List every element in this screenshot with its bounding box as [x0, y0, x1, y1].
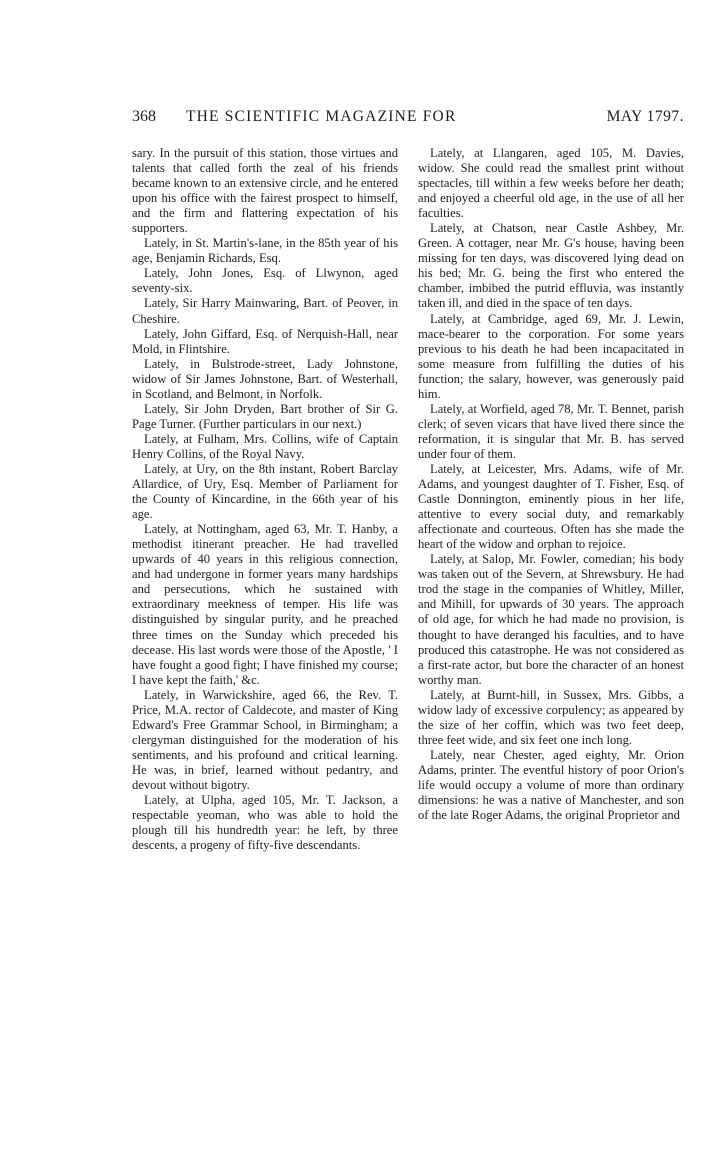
left-column [132, 146, 398, 1098]
paragraph: Lately, John Jones, Esq. of Llwynon, aged seventy-six. [132, 266, 398, 296]
paragraph: sary. In the pursuit of this station, those virtues and talents that called forth the zeal of his friends became known to an extensive circle, and he entered upon his office with the fairest prospect to himself, and the firm and flattering expectation of his supporters. [132, 146, 398, 236]
paragraph: Lately, at Salop, Mr. Fowler, comedian; his body was taken out of the Severn, at Shrewsbury. He had trod the stage in the companies of Whitley, Miller, and Mihill, for upwards of 30 years. The approach of old age, for which he had made no provision, is thought to have deranged his faculties, and to have produced this catastrophe. He was not considered as a first-rate actor, but bore the character of an honest worthy man. [418, 552, 684, 687]
body-columns [132, 146, 684, 1098]
paragraph: Lately, at Nottingham, aged 63, Mr. T. Hanby, a methodist itinerant preacher. He had travelled upwards of 40 years in this religious connection, and had undergone in former years many hardships and persecutions, which he sustained with extraordinary meekness of temper. His life was distinguished by singular purity, and he preached three times on the Sunday which preceded his decease. His last words were those of the Apostle, ' I have fought a good fight; I have finished my course; I have kept the faith,' &c. [132, 522, 398, 687]
paragraph: Lately, at Ulpha, aged 105, Mr. T. Jackson, a respectable yeoman, who was able to hold the plough till his hundredth year: he left, by three descents, a progeny of fifty-five descendants. [132, 793, 398, 853]
paragraph: Lately, in Bulstrode-street, Lady Johnstone, widow of Sir James Johnstone, Bart. of Westerhall, in Scotland, and Belmont, in Norfolk. [132, 356, 398, 401]
paragraph: Lately, at Burnt-hill, in Sussex, Mrs. Gibbs, a widow lady of excessive corpulency; as appeared by the size of her coffin, which was two feet deep, three feet wide, and six feet one inch long. [418, 687, 684, 747]
paragraph: Lately, Sir John Dryden, Bart brother of Sir G. Page Turner. (Further particulars in our next.) [132, 401, 398, 431]
paragraph: Lately, John Giffard, Esq. of Nerquish-Hall, near Mold, in Flintshire. [132, 326, 398, 356]
right-column [418, 146, 684, 1098]
paragraph: Lately, in Warwickshire, aged 66, the Rev. T. Price, M.A. rector of Caldecote, and master of King Edward's Free Grammar School, in Birmingham; a clergyman distinguished for the moderation of his sentiments, and his profound and critical learning. He was, in brief, learned without pedantry, and devout without bigotry. [132, 687, 398, 792]
paragraph: Lately, at Chatson, near Castle Ashbey, Mr. Green. A cottager, near Mr. G's house, having been missing for ten days, was discovered lying dead on his bed; Mr. G. being the first who entered the chamber, imbibed the putrid effluvia, was instantly taken ill, and died in the space of ten days. [418, 221, 684, 311]
page-header [132, 108, 684, 138]
paragraph: Lately, at Ury, on the 8th instant, Robert Barclay Allardice, of Ury, Esq. Member of Parliament for the County of Kincardine, in the 66th year of his age. [132, 461, 398, 522]
paragraph: Lately, near Chester, aged eighty, Mr. Orion Adams, printer. The eventful history of poor Orion's life would occupy a volume of more than ordinary dimensions: he was a native of Manchester, and son of the late Roger Adams, the original Proprietor and [418, 747, 684, 823]
paragraph: Lately, at Leicester, Mrs. Adams, wife of Mr. Adams, and youngest daughter of T. Fisher, Esq. of Castle Donnington, eminently pious in her life, attentive to every social duty, and remarkably affectionate and courteous. Often has she made the heart of the widow and orphan to rejoice. [418, 461, 684, 552]
issue-date: MAY 1797. [606, 108, 684, 125]
paragraph: Lately, at Cambridge, aged 69, Mr. J. Lewin, mace-bearer to the corporation. For some years previous to his death he had been incapacitated in some measure from fulfilling the duties of his function; the salary, however, was generously paid him. [418, 311, 684, 401]
running-title: THE SCIENTIFIC MAGAZINE FOR [186, 108, 457, 125]
paragraph: Lately, Sir Harry Mainwaring, Bart. of Peover, in Cheshire. [132, 296, 398, 326]
paragraph: Lately, at Fulham, Mrs. Collins, wife of Captain Henry Collins, of the Royal Navy. [132, 431, 398, 461]
paragraph: Lately, at Worfield, aged 78, Mr. T. Bennet, parish clerk; of seven vicars that have lived there since the reformation, it is singular that Mr. B. has served under four of them. [418, 401, 684, 461]
page-number: 368 [132, 108, 156, 125]
paragraph: Lately, at Llangaren, aged 105, M. Davies, widow. She could read the smallest print without spectacles, till within a few weeks before her death; and enjoyed a cheerful old age, in the use of all her faculties. [418, 146, 684, 221]
paragraph: Lately, in St. Martin's-lane, in the 85th year of his age, Benjamin Richards, Esq. [132, 236, 398, 266]
magazine-page [132, 108, 684, 1098]
